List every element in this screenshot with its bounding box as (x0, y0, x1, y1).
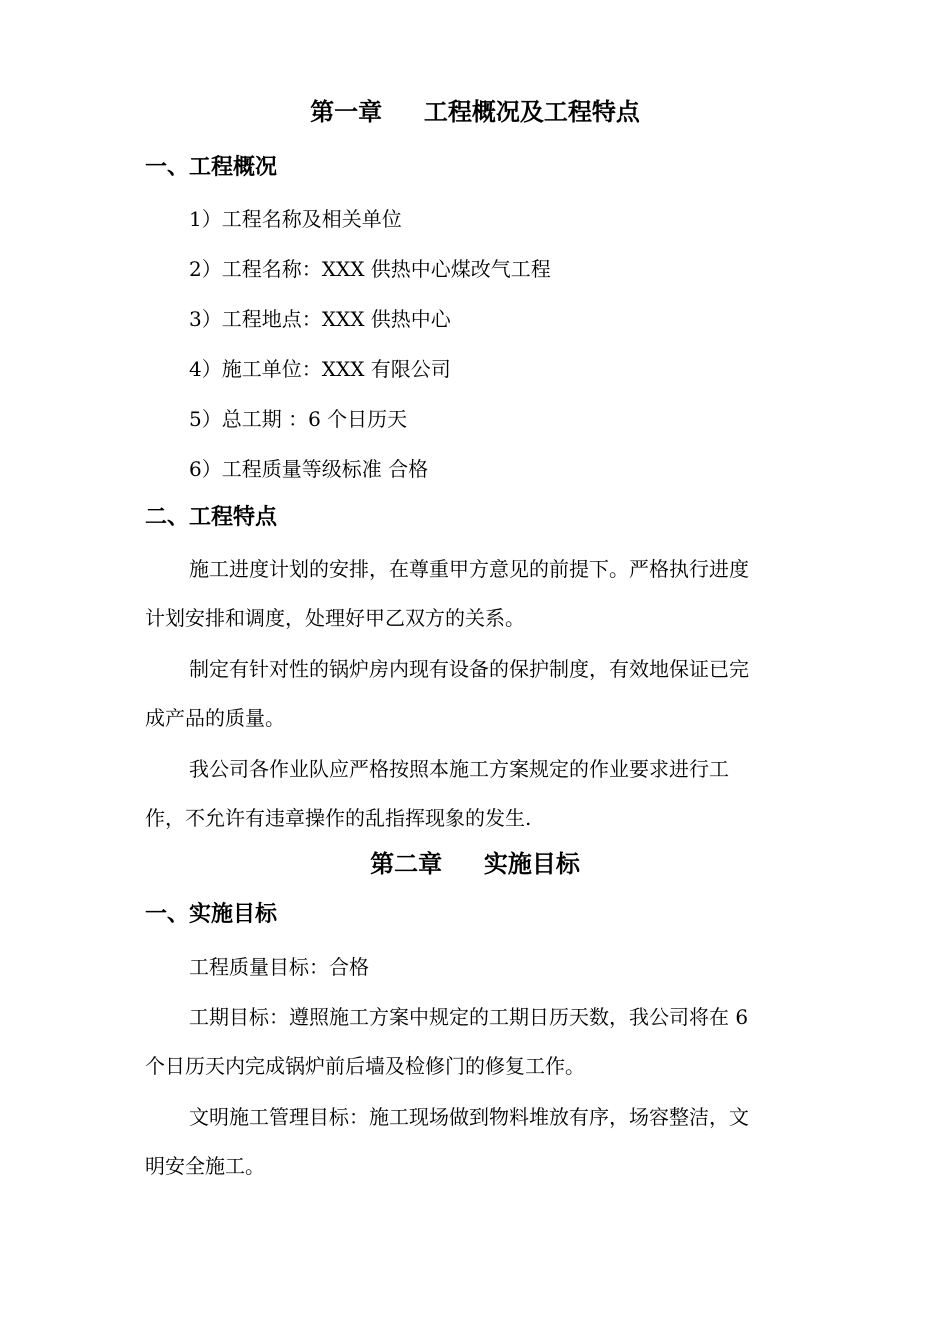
civil-goal-line-2: 明安全施工。 (145, 1154, 265, 1178)
section-heading-project-features: 二、工程特点 (145, 505, 278, 530)
features-paragraph-1-line-2: 计划安排和调度，处理好甲乙双方的关系。 (145, 606, 525, 630)
civil-goal-line-1: 文明施工管理目标：施工现场做到物料堆放有序，场容整洁，文 (189, 1105, 749, 1129)
overview-item-4: 4）施工单位：XXX 有限公司 (189, 357, 451, 381)
section-heading-project-overview: 一、工程概况 (145, 155, 278, 180)
chapter-2-title: 第二章 实施目标 (370, 850, 580, 878)
overview-item-2: 2）工程名称：XXX 供热中心煤改气工程 (189, 257, 551, 281)
overview-item-6: 6）工程质量等级标准 合格 (189, 457, 429, 481)
section-heading-implementation-goals: 一、实施目标 (145, 902, 278, 927)
schedule-goal-line-2: 个日历天内完成锅炉前后墙及检修门的修复工作。 (145, 1054, 585, 1078)
quality-goal-line: 工程质量目标：合格 (189, 955, 369, 979)
overview-item-5: 5）总工期 ：6 个日历天 (189, 407, 408, 431)
chapter-1-title: 第一章 工程概况及工程特点 (310, 98, 640, 126)
overview-item-3: 3）工程地点：XXX 供热中心 (189, 307, 451, 331)
features-paragraph-1-line-1: 施工进度计划的安排，在尊重甲方意见的前提下。严格执行进度 (189, 557, 749, 581)
features-paragraph-2-line-1: 制定有针对性的锅炉房内现有设备的保护制度，有效地保证已完 (189, 657, 749, 681)
features-paragraph-2-line-2: 成产品的质量。 (145, 706, 285, 730)
schedule-goal-line-1: 工期目标：遵照施工方案中规定的工期日历天数，我公司将在 6 (189, 1005, 749, 1029)
features-paragraph-3-line-1: 我公司各作业队应严格按照本施工方案规定的作业要求进行工 (189, 757, 729, 781)
overview-item-1: 1）工程名称及相关单位 (189, 207, 402, 231)
features-paragraph-3-line-2: 作，不允许有违章操作的乱指挥现象的发生. (145, 806, 532, 830)
